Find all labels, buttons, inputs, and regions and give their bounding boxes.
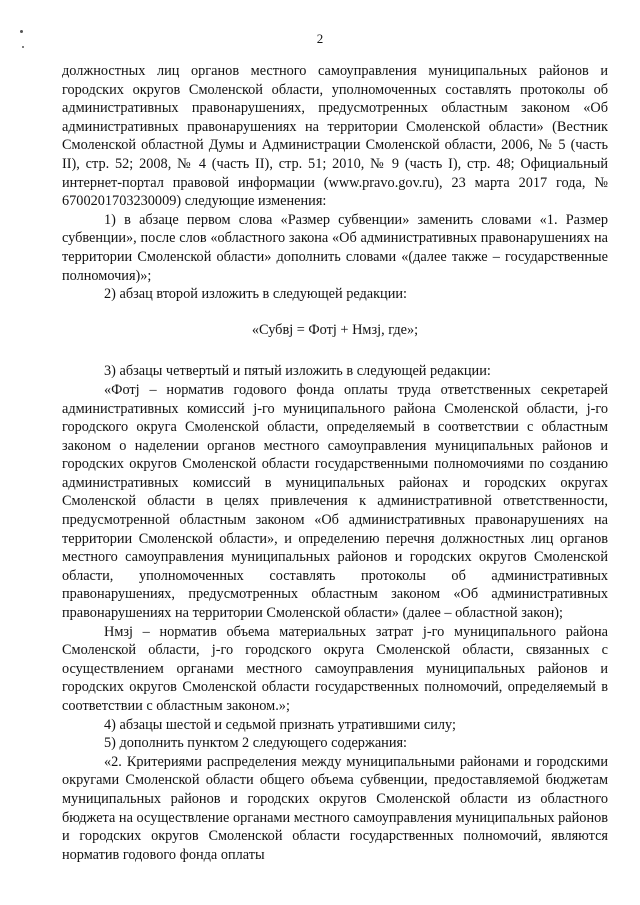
formula: «Субвj = Фотj + Нмзj, где»;	[251, 321, 419, 338]
page-number: 2	[316, 31, 324, 46]
paragraph-item-2: 2) абзац второй изложить в следующей редакции:	[104, 286, 407, 303]
scan-speck	[20, 30, 23, 33]
paragraph-fot-definition: «Фотj – норматив годового фонда оплаты труда ответственных секретарей административных комиссий j-го муниципального района Смоленской области, j-го городского округа Смоленской области, определяемый в соответствии с областным законом о наделении органов местного самоуправления муниципальных районов и городских округов Смоленской области государственными полномочиями по созданию административных комиссий в муниципальных районах и городских округах Смоленской области в целях привлечения к административной ответственности, предусмотренной областным законом «Об административных правонарушениях на территории Смоленской области», и определению перечня должностных лиц органов местного самоуправления муниципальных районов и городских округов Смоленской области, уполномоченных составлять протоколы об административных правонарушениях, предусмотренных областным законом «Об административных правонарушениях на территории Смоленской области» (далее – областной закон);	[62, 381, 608, 622]
paragraph-item-1: 1) в абзаце первом слова «Размер субвенции» заменить словами «1. Размер субвенции», после слов «областного закона «Об административных правонарушениях на территории Смоленской области» дополнить словами «(далее также – государственные полномочия)»;	[62, 211, 608, 284]
paragraph-criteria: «2. Критериями распределения между муниципальными районами и городскими округами Смоленской области общего объема субвенции, предоставляемой бюджетам муниципальных районов и городских округов Смоленской области из областного бюджета на осуществление органами местного самоуправления муниципальных районов и городских округов Смоленской области государственных полномочий, являются норматив годового фонда оплаты	[62, 753, 608, 863]
paragraph-nmz-definition: Нмзj – норматив объема материальных затрат j-го муниципального района Смоленской области, j-го городского округа Смоленской области, связанных с осуществлением органами местного самоуправления муниципальных районов и городских округов Смоленской области государственных полномочий, определяемый в соответствии с областным законом.»;	[62, 623, 608, 714]
paragraph-item-3: 3) абзацы четвертый и пятый изложить в следующей редакции:	[104, 363, 491, 380]
document-body	[62, 62, 608, 864]
scan-speck	[22, 46, 24, 48]
paragraph-continuation: должностных лиц органов местного самоуправления муниципальных районов и городских округов Смоленской области, уполномоченных составлять протоколы об административных правонарушениях, предусмотренных областным законом «Об административных правонарушениях на территории Смоленской области» (Вестник Смоленской областной Думы и Администрации Смоленской области, 2006, № 5 (часть II), стр. 52; 2008, № 4 (часть II), стр. 51; 2010, № 9 (часть I), стр. 48; Официальный интернет-портал правовой информации (www.pravo.gov.ru), 23 марта 2017 года, № 6700201703230009) следующие изменения:	[62, 63, 608, 210]
paragraph-item-4: 4) абзацы шестой и седьмой признать утратившими силу;	[104, 716, 456, 733]
paragraph-item-5: 5) дополнить пунктом 2 следующего содержания:	[104, 735, 408, 752]
